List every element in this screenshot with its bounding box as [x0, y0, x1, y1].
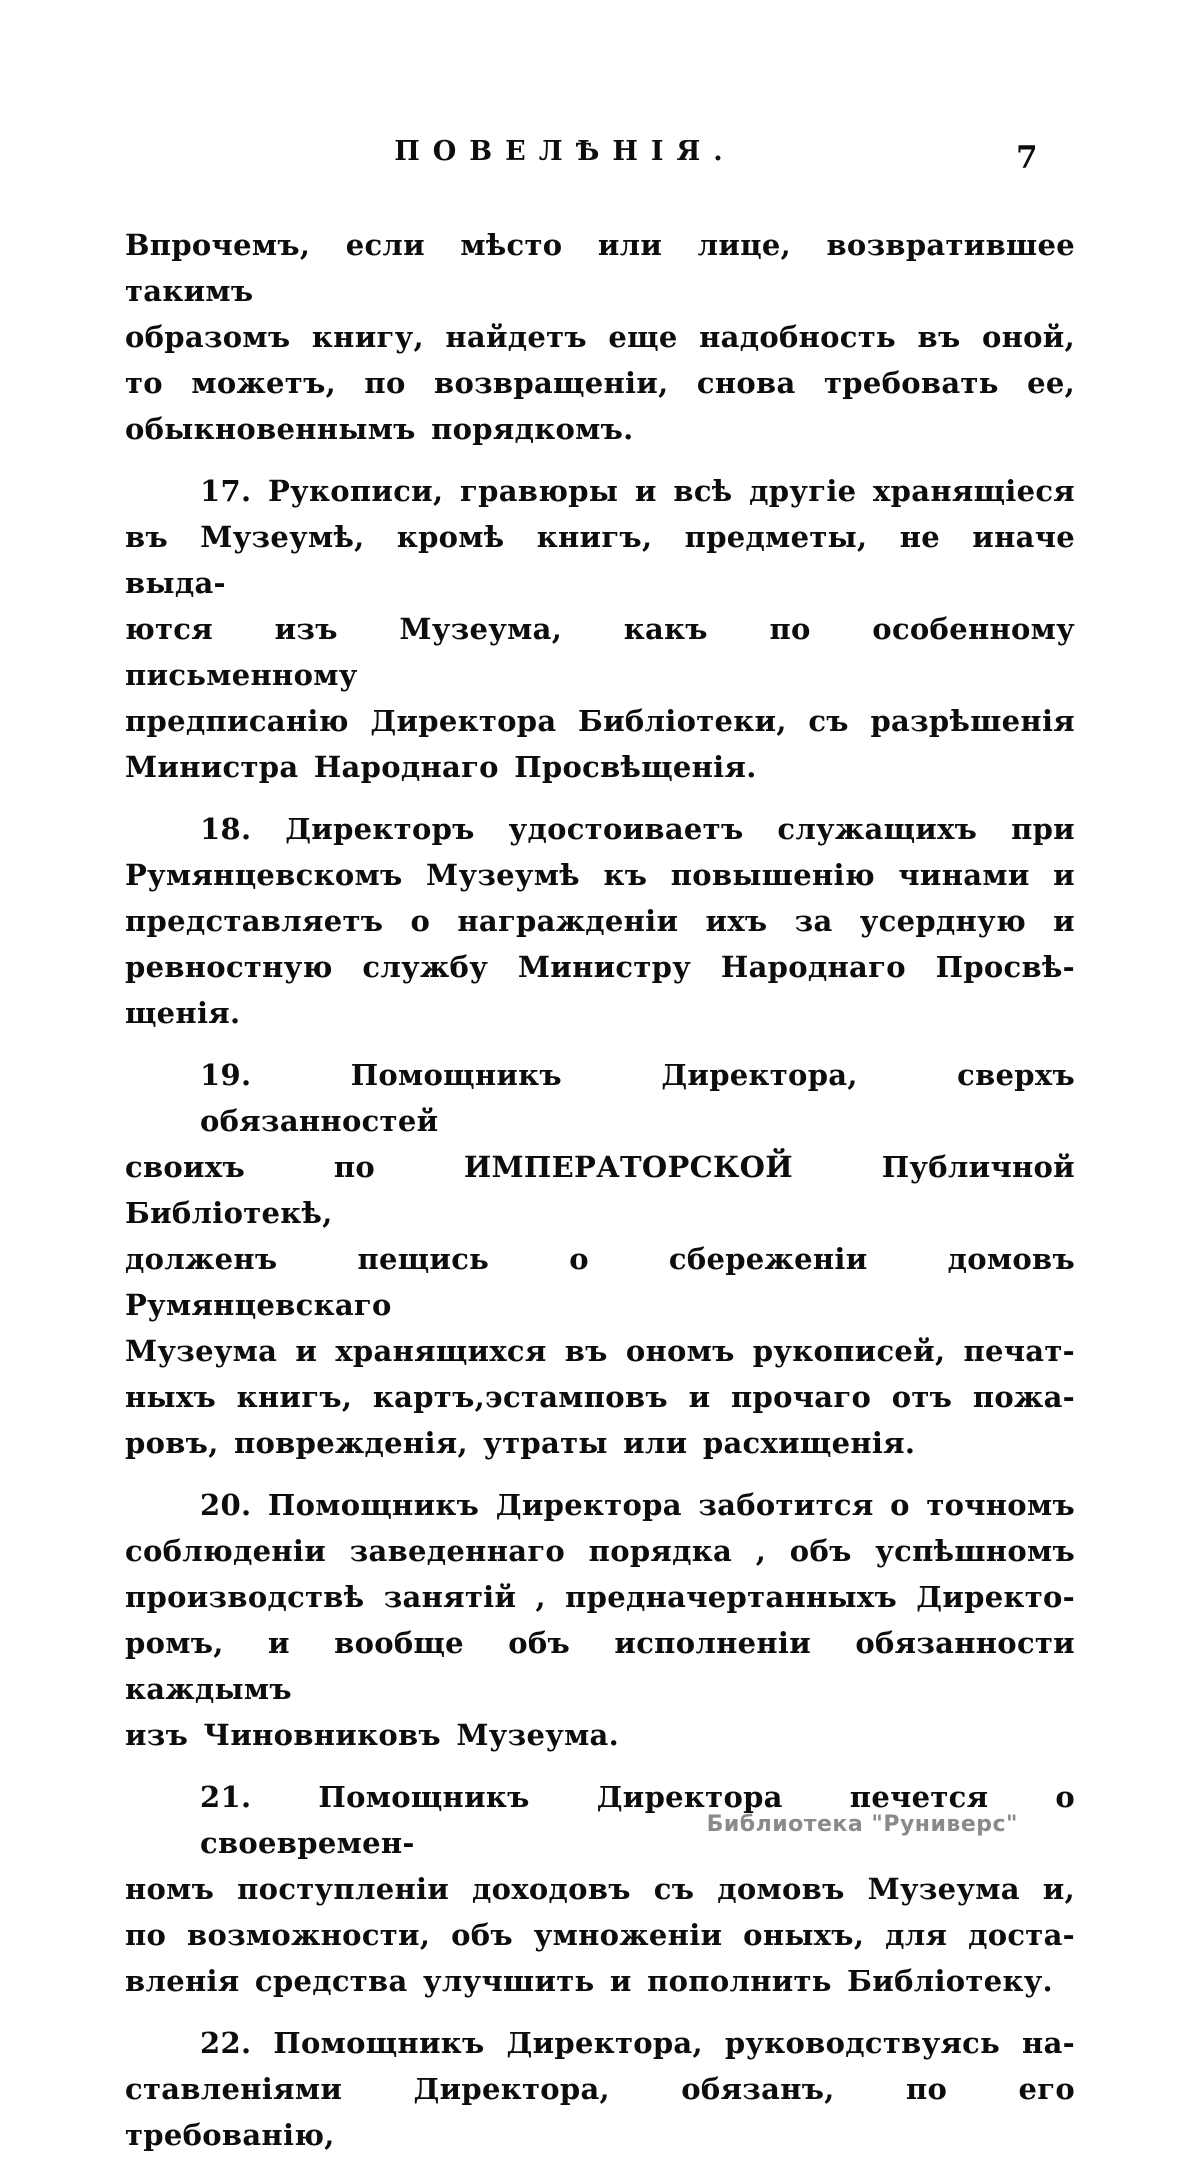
- text-line: 20. Помощникъ Директора заботится о точномъ: [200, 1488, 1075, 1522]
- text-line: ныхъ книгъ, картъ,эстамповъ и прочаго отъ пожа-: [125, 1380, 1075, 1414]
- text-line: представляетъ о награжденіи ихъ за усердную и: [125, 904, 1075, 938]
- paragraph-18: [125, 806, 1075, 1036]
- paragraph-19: [125, 1052, 1075, 1466]
- paragraph-20: [125, 1482, 1075, 1758]
- text-line: ставленіями Директора, обязанъ, по его требованію,: [125, 2072, 1075, 2152]
- page-body: [125, 222, 1075, 2174]
- text-line: Музеума и хранящихся въ ономъ рукописей, печат-: [125, 1334, 1075, 1368]
- paragraph-continuation: [125, 222, 1075, 452]
- page-header-title: ПОВЕЛѢНІЯ.: [394, 136, 736, 167]
- text-line: предписанію Директора Библіотеки, съ разрѣшенія: [125, 704, 1075, 738]
- paragraph-22: [125, 2020, 1075, 2158]
- text-line: 17. Рукописи, гравюры и всѣ другіе хранящіеся: [200, 474, 1075, 508]
- text-line: ревностную службу Министру Народнаго Просвѣ-: [125, 950, 1075, 984]
- text-line: соблюденіи заведеннаго порядка , объ успѣшномъ: [125, 1534, 1075, 1568]
- page-number: 7: [1016, 140, 1038, 176]
- paragraph-21: [125, 1774, 1075, 2004]
- text-line: изъ Чиновниковъ Музеума.: [125, 1718, 620, 1752]
- text-line: 18. Директоръ удостоиваетъ служащихъ при: [200, 812, 1075, 846]
- text-line: 22. Помощникъ Директора, руководствуясь на-: [200, 2026, 1075, 2060]
- text-line: вленія средства улучшить и пополнить Библіотеку.: [125, 1964, 1053, 1998]
- text-line: долженъ пещись о сбереженіи домовъ Румянцевскаго: [125, 1242, 1075, 1322]
- text-line: Министра Народнаго Просвѣщенія.: [125, 750, 757, 784]
- text-line: Впрочемъ, если мѣсто или лице, возвратившее такимъ: [125, 228, 1075, 308]
- text-line: по возможности, объ умноженіи оныхъ, для доста-: [125, 1918, 1075, 1952]
- text-line: обыкновеннымъ порядкомъ.: [125, 412, 634, 446]
- text-line: въ Музеумѣ, кромѣ книгъ, предметы, не иначе выда-: [125, 520, 1075, 600]
- text-line: щенія.: [125, 996, 241, 1030]
- text-line: 19. Помощникъ Директора, сверхъ обязанностей: [200, 1058, 1075, 1138]
- text-line: ромъ, и вообще объ исполненіи обязанности каждымъ: [125, 1626, 1075, 1706]
- library-watermark: Библиотека "Руниверс": [706, 1812, 1018, 1837]
- text-line: Румянцевскомъ Музеумѣ къ повышенію чинами и: [125, 858, 1075, 892]
- text-line: то можетъ, по возвращеніи, снова требовать ее,: [125, 366, 1075, 400]
- text-line: номъ поступленіи доходовъ съ домовъ Музеума и,: [125, 1872, 1075, 1906]
- text-line: своихъ по ИМПЕРАТОРСКОЙ Публичной Библіотекѣ,: [125, 1150, 1075, 1230]
- text-line: ровъ, поврежденія, утраты или расхищенія.: [125, 1426, 916, 1460]
- paragraph-17: [125, 468, 1075, 790]
- text-line: 21. Помощникъ Директора печется о своевремен-: [200, 1780, 1075, 1860]
- text-line: ются изъ Музеума, какъ по особенному письменному: [125, 612, 1075, 692]
- text-line: образомъ книгу, найдетъ еще надобность въ оной,: [125, 320, 1075, 354]
- text-line: производствѣ занятій , предначертанныхъ Директо-: [125, 1580, 1075, 1614]
